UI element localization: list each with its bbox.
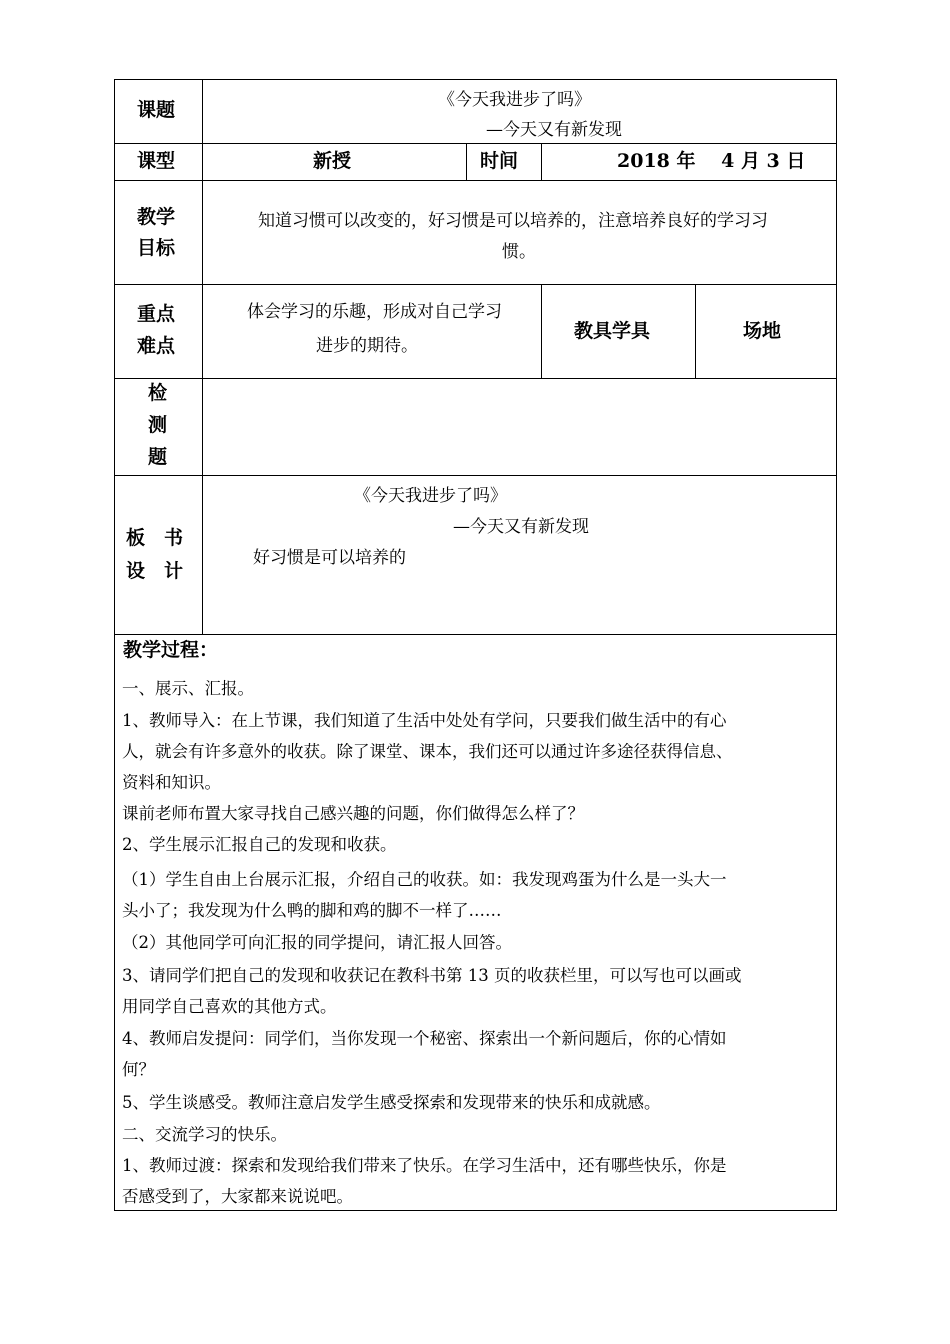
label-column-divider (202, 79, 203, 635)
row-divider (114, 475, 837, 476)
process-line: 何？ (122, 1060, 155, 1079)
time-label: 时间 (480, 150, 519, 172)
board-subtitle: —今天又有新发现 (453, 517, 589, 537)
goal-text-line-1: 知道习惯可以改变的，好习惯是可以培养的，注意培养良好的学习习 (258, 211, 768, 231)
process-heading: 教学过程： (123, 639, 219, 661)
table-border-top (114, 79, 837, 80)
row-divider (114, 378, 837, 379)
time-value: 2018 年 4 月 3 日 (617, 150, 806, 172)
tools-label: 教具学具 (574, 320, 651, 342)
table-border-left (114, 79, 115, 1211)
goal-label-line-2: 目标 (137, 237, 176, 259)
process-line: 用同学自己喜欢的其他方式。 (122, 997, 337, 1016)
col-divider-time-value (541, 143, 542, 181)
process-line: 2、学生展示汇报自己的发现和收获。 (122, 835, 397, 854)
col-divider-tools (541, 284, 542, 379)
process-line: 否感受到了，大家都来说说吧。 (122, 1187, 353, 1206)
key-text-line-2: 进步的期待。 (316, 336, 418, 356)
type-label: 课型 (137, 150, 176, 172)
col-divider-time (466, 143, 467, 181)
board-title: 《今天我进步了吗》 (354, 486, 507, 506)
process-line: 人，就会有许多意外的收获。除了课堂、课本，我们还可以通过许多途径获得信息、 (122, 742, 733, 761)
row-divider (114, 143, 837, 144)
table-border-right (836, 79, 837, 1211)
topic-subtitle: —今天又有新发现 (486, 120, 622, 140)
goal-text-line-2: 惯。 (502, 242, 536, 262)
key-label-line-1: 重点 (137, 303, 176, 325)
process-line: 1、教师导入：在上节课，我们知道了生活中处处有学问，只要我们做生活中的有心 (122, 711, 727, 730)
col-divider-venue (695, 284, 696, 379)
board-label-line-2: 设 计 (126, 560, 184, 582)
goal-label-line-1: 教学 (137, 206, 176, 228)
process-line: 1、教师过渡：探索和发现给我们带来了快乐。在学习生活中，还有哪些快乐，你是 (122, 1156, 727, 1175)
process-line: （2）其他同学可向汇报的同学提问，请汇报人回答。 (122, 933, 512, 952)
key-label-line-2: 难点 (137, 335, 176, 357)
process-line: 头小了；我发现为什么鸭的脚和鸡的脚不一样了…… (122, 901, 502, 920)
topic-label: 课题 (137, 99, 176, 121)
table-border-bottom (114, 1210, 837, 1211)
process-line: 5、学生谈感受。教师注意启发学生感受探索和发现带来的快乐和成就感。 (122, 1093, 661, 1112)
test-label-line-2: 测 (148, 414, 168, 436)
topic-title: 《今天我进步了吗》 (438, 90, 591, 110)
row-divider (114, 180, 837, 181)
venue-label: 场地 (743, 320, 782, 342)
key-text-line-1: 体会学习的乐趣，形成对自己学习 (247, 302, 502, 322)
board-label-line-1: 板 书 (126, 527, 184, 549)
board-note: 好习惯是可以培养的 (253, 548, 406, 568)
process-line: 二、交流学习的快乐。 (122, 1125, 287, 1144)
process-line: 课前老师布置大家寻找自己感兴趣的问题，你们做得怎么样了？ (122, 804, 584, 823)
row-divider (114, 634, 837, 635)
row-divider (114, 284, 837, 285)
test-label-line-3: 题 (148, 446, 168, 468)
process-line: 一、展示、汇报。 (122, 679, 254, 698)
type-value: 新授 (313, 150, 352, 172)
test-label-line-1: 检 (148, 382, 168, 404)
process-line: 4、教师启发提问：同学们，当你发现一个秘密、探索出一个新问题后，你的心情如 (122, 1029, 727, 1048)
process-line: 资料和知识。 (122, 773, 221, 792)
process-line: （1）学生自由上台展示汇报，介绍自己的收获。如：我发现鸡蛋为什么是一头大一 (122, 870, 727, 889)
process-line: 3、请同学们把自己的发现和收获记在教科书第 13 页的收获栏里，可以写也可以画或 (122, 966, 742, 985)
